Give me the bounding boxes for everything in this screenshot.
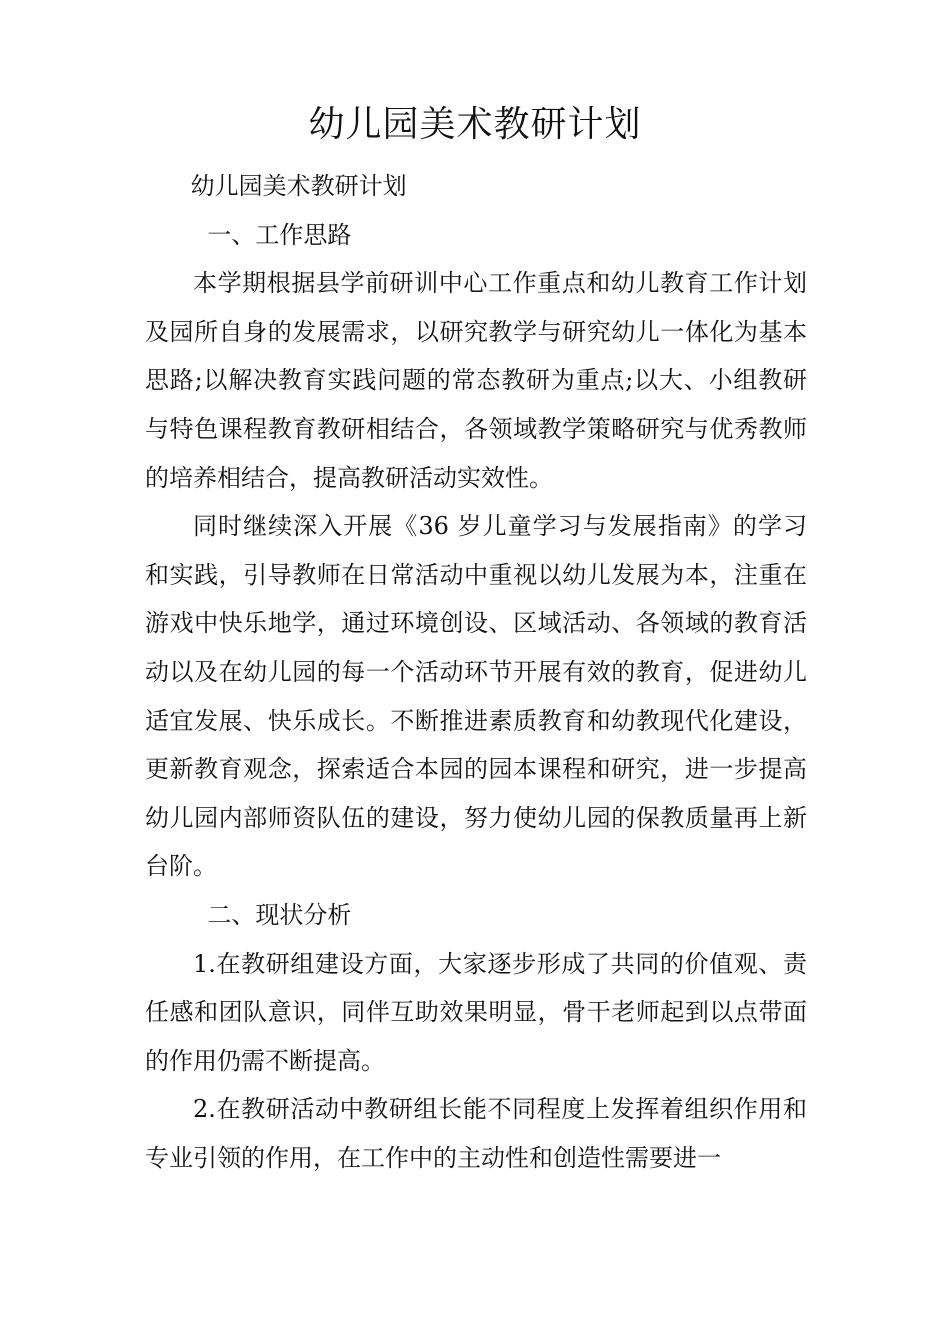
section-heading-work-ideas: 一、工作思路 [207,220,352,249]
document-body [145,162,807,1182]
paragraph-work-ideas-2: 同时继续深入开展《36 岁儿童学习与发展指南》的学习和实践，引导教师在日常活动中重视以幼儿发展为本，注重在游戏中快乐地学，通过环境创设、区域活动、各领域的教育活动以及在幼儿园的每一个活动环节开展有效的教育，促进幼儿适宜发展、快乐成长。不断推进素质教育和幼教现代化建设，更新教育观念，探索适合本园的园本课程和研究，进一步提高幼儿园内部师资队伍的建设，努力使幼儿园的保教质量再上新台阶。 [145,512,807,881]
list-item-status-1: 1.在教研组建设方面，大家逐步形成了共同的价值观、责任感和团队意识，同伴互助效果明显，骨干老师起到以点带面的作用仍需不断提高。 [145,949,807,1075]
document-title: 幼儿园美术教研计划 [308,104,642,145]
paragraph-work-ideas-1: 本学期根据县学前研训中心工作重点和幼儿教育工作计划及园所自身的发展需求，以研究教学与研究幼儿一体化为基本思路;以解决教育实践问题的常态教研为重点;以大、小组教研与特色课程教育教研相结合，各领域教学策略研究与优秀教师的培养相结合，提高教研活动实效性。 [145,269,807,492]
document-subtitle: 幼儿园美术教研计划 [190,172,407,200]
section-heading-status-analysis: 二、现状分析 [207,900,352,929]
list-item-status-2: 2.在教研活动中教研组长能不同程度上发挥着组织作用和专业引领的作用，在工作中的主动性和创造性需要进一 [145,1095,807,1172]
